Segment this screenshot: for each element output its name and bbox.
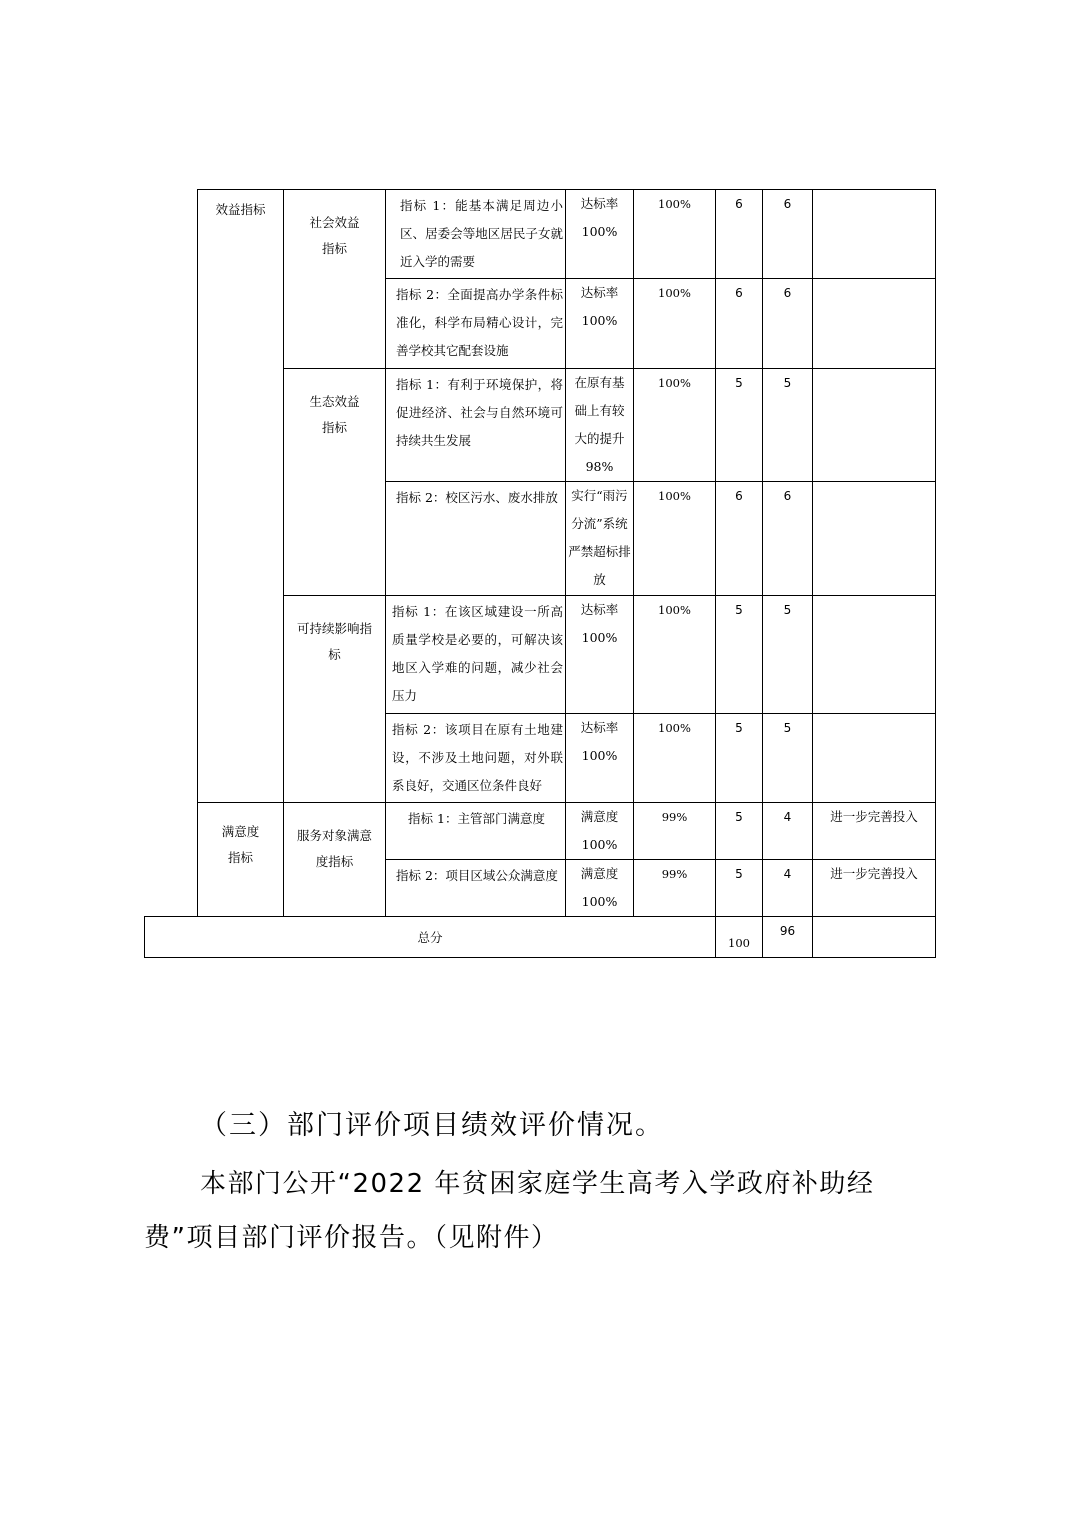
indicator-text: 指标 2：该项目在原有土地建设，不涉及土地问题，对外联系良好，交通区位条件良好 (392, 722, 563, 793)
score-cell (763, 369, 813, 482)
score-cell (763, 190, 813, 279)
score-text: 4 (783, 867, 792, 881)
note-cell (813, 369, 936, 482)
total-score: 96 (779, 924, 796, 938)
weight-cell (716, 369, 763, 482)
actual-cell (634, 714, 716, 803)
weight-text: 5 (735, 810, 743, 824)
indicator-cell (386, 279, 566, 369)
weight-text: 6 (735, 489, 743, 503)
level1-satisfaction-label: 满意度指标 (221, 824, 260, 865)
target-text: 达标率100% (580, 720, 619, 763)
score-text: 6 (783, 197, 792, 211)
social-benefit-label: 社会效益指标 (309, 215, 360, 256)
eco-benefit-label: 生态效益指标 (309, 394, 360, 435)
actual-text: 100% (658, 489, 691, 503)
score-cell (763, 279, 813, 369)
score-text: 5 (783, 376, 792, 390)
note-cell (813, 482, 936, 596)
weight-cell (716, 714, 763, 803)
score-text: 6 (783, 489, 792, 503)
sustain-label: 可持续影响指标 (296, 621, 372, 662)
target-text: 达标率100% (580, 602, 619, 645)
section-paragraph: 本部门公开“2022 年贫困家庭学生高考入学政府补助经费”项目部门评价报告。（见附件） (144, 1169, 875, 1253)
actual-text: 99% (661, 810, 688, 824)
note-cell (813, 190, 936, 279)
target-cell (566, 860, 634, 917)
indicator-text: 指标 2：项目区域公众满意度 (396, 868, 558, 883)
indicator-text: 指标 2：全面提高办学条件标准化，科学布局精心设计，完善学校其它配套设施 (396, 287, 563, 358)
note-text: 进一步完善投入 (830, 866, 918, 881)
total-row (145, 917, 936, 958)
target-cell (566, 369, 634, 482)
target-text: 在原有基础上有较大的提升98% (574, 375, 625, 474)
actual-text: 100% (658, 286, 691, 300)
eco-benefit-cell (284, 369, 386, 596)
table-row (145, 803, 936, 860)
sustain-cell (284, 596, 386, 803)
level1-benefit-cell (198, 190, 284, 803)
actual-cell (634, 369, 716, 482)
table-row (145, 190, 936, 279)
social-benefit-cell (284, 190, 386, 369)
weight-cell (716, 279, 763, 369)
indicator-text: 指标 2：校区污水、废水排放 (396, 490, 558, 505)
target-cell (566, 482, 634, 596)
target-cell (566, 190, 634, 279)
weight-cell (716, 803, 763, 860)
target-cell (566, 596, 634, 714)
weight-cell (716, 482, 763, 596)
actual-text: 100% (658, 721, 691, 735)
level1-satisfaction-cell (198, 803, 284, 917)
section-heading: （三）部门评价项目绩效评价情况。 (200, 1110, 664, 1141)
actual-text: 100% (658, 376, 691, 390)
service-satisfaction-cell (284, 803, 386, 917)
weight-text: 5 (735, 376, 743, 390)
actual-text: 100% (658, 603, 691, 617)
target-cell (566, 803, 634, 860)
weight-cell (716, 860, 763, 917)
actual-cell (634, 860, 716, 917)
indicator-text: 指标 1：有利于环境保护，将促进经济、社会与自然环境可持续共生发展 (396, 377, 563, 448)
score-cell (763, 803, 813, 860)
actual-cell (634, 190, 716, 279)
indicator-cell (386, 369, 566, 482)
performance-table (144, 189, 936, 958)
weight-text: 6 (735, 286, 743, 300)
note-cell (813, 279, 936, 369)
score-cell (763, 596, 813, 714)
total-weight: 100 (728, 936, 750, 950)
indicator-cell (386, 714, 566, 803)
target-text: 达标率100% (580, 196, 619, 239)
indicator-cell (386, 596, 566, 714)
total-label-cell (145, 917, 716, 958)
total-note-cell (813, 917, 936, 958)
total-weight-cell (716, 917, 763, 958)
weight-text: 5 (735, 721, 743, 735)
actual-cell (634, 482, 716, 596)
actual-text: 100% (658, 197, 691, 211)
weight-text: 5 (735, 867, 743, 881)
indicator-cell (386, 482, 566, 596)
target-text: 达标率100% (580, 285, 619, 328)
note-cell (813, 803, 936, 860)
weight-text: 5 (735, 603, 743, 617)
indicator-cell (386, 803, 566, 860)
score-cell (763, 714, 813, 803)
total-score-cell (763, 917, 813, 958)
score-text: 5 (783, 603, 792, 617)
score-text: 5 (783, 721, 792, 735)
indicator-text: 指标 1：在该区域建设一所高质量学校是必要的，可解决该地区入学难的问题，减少社会压力 (392, 604, 563, 703)
score-cell (763, 482, 813, 596)
weight-cell (716, 596, 763, 714)
score-cell (763, 860, 813, 917)
target-text: 满意度100% (580, 809, 619, 852)
actual-text: 99% (661, 867, 688, 881)
target-cell (566, 279, 634, 369)
note-text: 进一步完善投入 (830, 809, 918, 824)
score-text: 4 (783, 810, 792, 824)
target-cell (566, 714, 634, 803)
score-text: 6 (783, 286, 792, 300)
note-cell (813, 596, 936, 714)
service-satisfaction-label: 服务对象满意度指标 (296, 828, 372, 869)
note-cell (813, 714, 936, 803)
note-cell (813, 860, 936, 917)
target-text: 实行“雨污分流”系统严禁超标排放 (568, 488, 631, 587)
indicator-text: 指标 1：能基本满足周边小区、居委会等地区居民子女就近入学的需要 (400, 198, 563, 269)
level0-cell (145, 190, 198, 917)
indicator-text: 指标 1：主管部门满意度 (408, 811, 545, 826)
target-text: 满意度100% (580, 866, 619, 909)
actual-cell (634, 596, 716, 714)
actual-cell (634, 279, 716, 369)
weight-cell (716, 190, 763, 279)
level1-benefit-label: 效益指标 (215, 202, 266, 217)
indicator-cell (386, 190, 566, 279)
indicator-cell (386, 860, 566, 917)
actual-cell (634, 803, 716, 860)
weight-text: 6 (735, 197, 743, 211)
total-label: 总分 (417, 930, 443, 945)
